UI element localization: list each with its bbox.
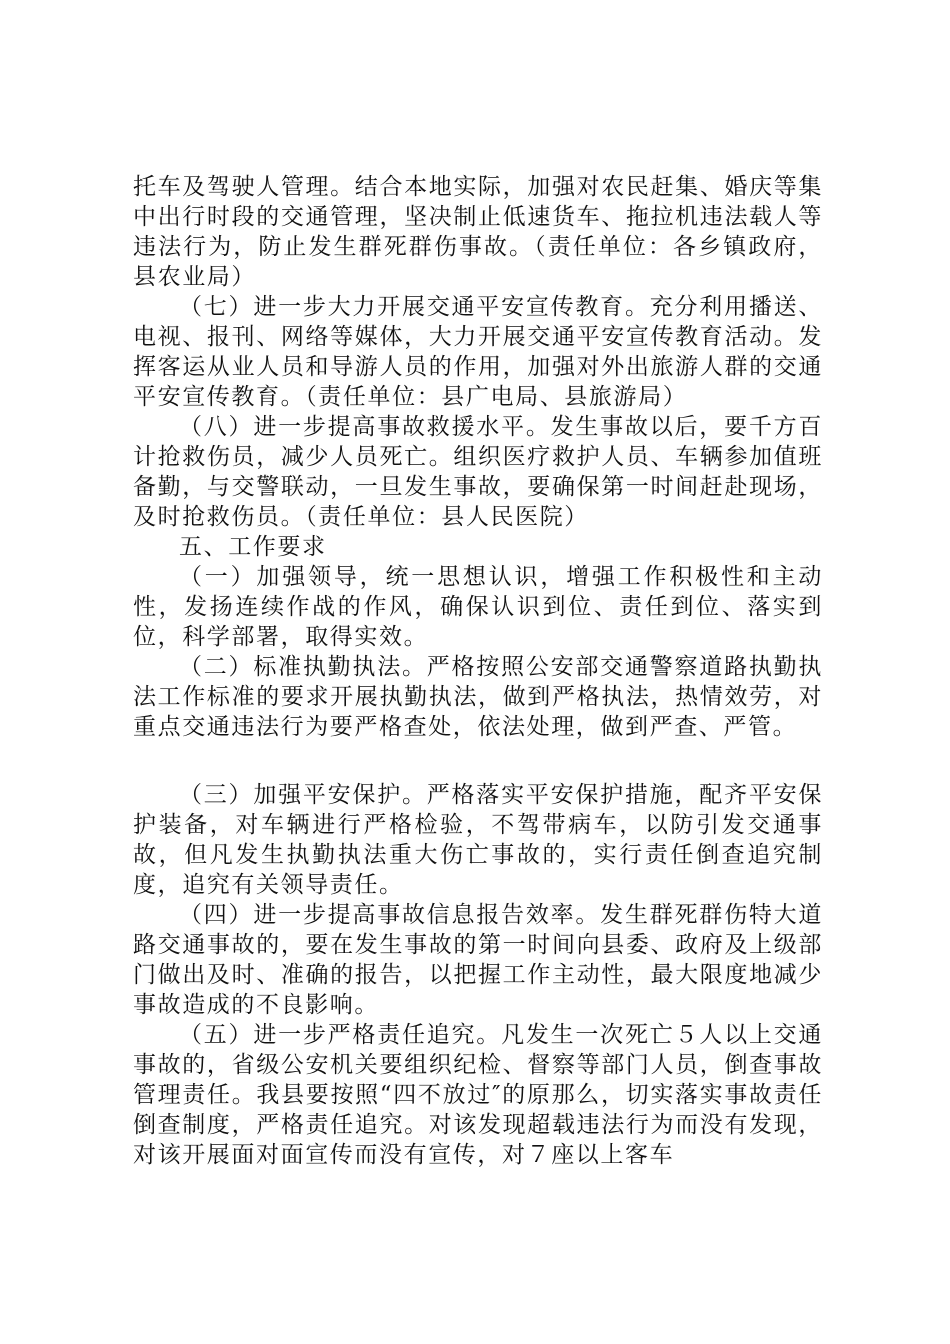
paragraph-spacer [133,742,823,780]
paragraph-safety-protection: （三）加强平安保护。严格落实平安保护措施，配齐平安保护装备，对车辆进行严格检验，不驾带病车，以防引发交通事故，但凡发生执勤执法重大伤亡事故的，实行责任倒查追究制度，追究有关领导责任。 [133,782,823,898]
paragraph-motorcycle-management: 托车及驾驶人管理。结合本地实际，加强对农民赶集、婚庆等集中出行时段的交通管理，坚决制止低速货车、拖拉机违法载人等违法行为，防止发生群死群伤事故。（责任单位：各乡镇政府，县农业局） [133,174,823,290]
paragraph-accident-rescue: （八）进一步提高事故救援水平。发生事故以后，要千方百计抢救伤员，减少人员死亡。组织医疗救护人员、车辆参加值班备勤，与交警联动，一旦发生事故，要确保第一时间赶赴现场，及时抢救伤员。（责任单位：县人民医院） [133,414,823,530]
document-body [133,172,823,1170]
paragraph-accident-reporting: （四）进一步提高事故信息报告效率。发生群死群伤特大道路交通事故的，要在发生事故的第一时间向县委、政府及上级部门做出及时、准确的报告，以把握工作主动性，最大限度地减少事故造成的不良影响。 [133,902,823,1018]
paragraph-safety-education: （七）进一步大力开展交通平安宣传教育。充分利用播送、电视、报刊、网络等媒体，大力开展交通平安宣传教育活动。发挥客运从业人员和导游人员的作用，加强对外出旅游人群的交通平安宣传教育。（责任单位：县广电局、县旅游局） [133,294,823,410]
paragraph-leadership: （一）加强领导，统一思想认识，增强工作积极性和主动性，发扬连续作战的作风，确保认识到位、责任到位、落实到位，科学部署，取得实效。 [133,564,823,650]
paragraph-accountability: （五）进一步严格责任追究。凡发生一次死亡５人以上交通事故的，省级公安机关要组织纪检、督察等部门人员，倒查事故管理责任。我县要按照“四不放过″的原那么，切实落实事故责任倒查制度，严格责任追究。对该发现超载违法行为而没有发现，对该开展面对面宣传而没有宣传，对７座以上客车 [133,1022,823,1168]
section-heading-work-requirements: 五、工作要求 [179,534,327,560]
paragraph-law-enforcement: （二）标准执勤执法。严格按照公安部交通警察道路执勤执法工作标准的要求开展执勤执法，做到严格执法，热情效劳，对重点交通违法行为要严格查处，依法处理，做到严查、严管。 [133,654,823,740]
